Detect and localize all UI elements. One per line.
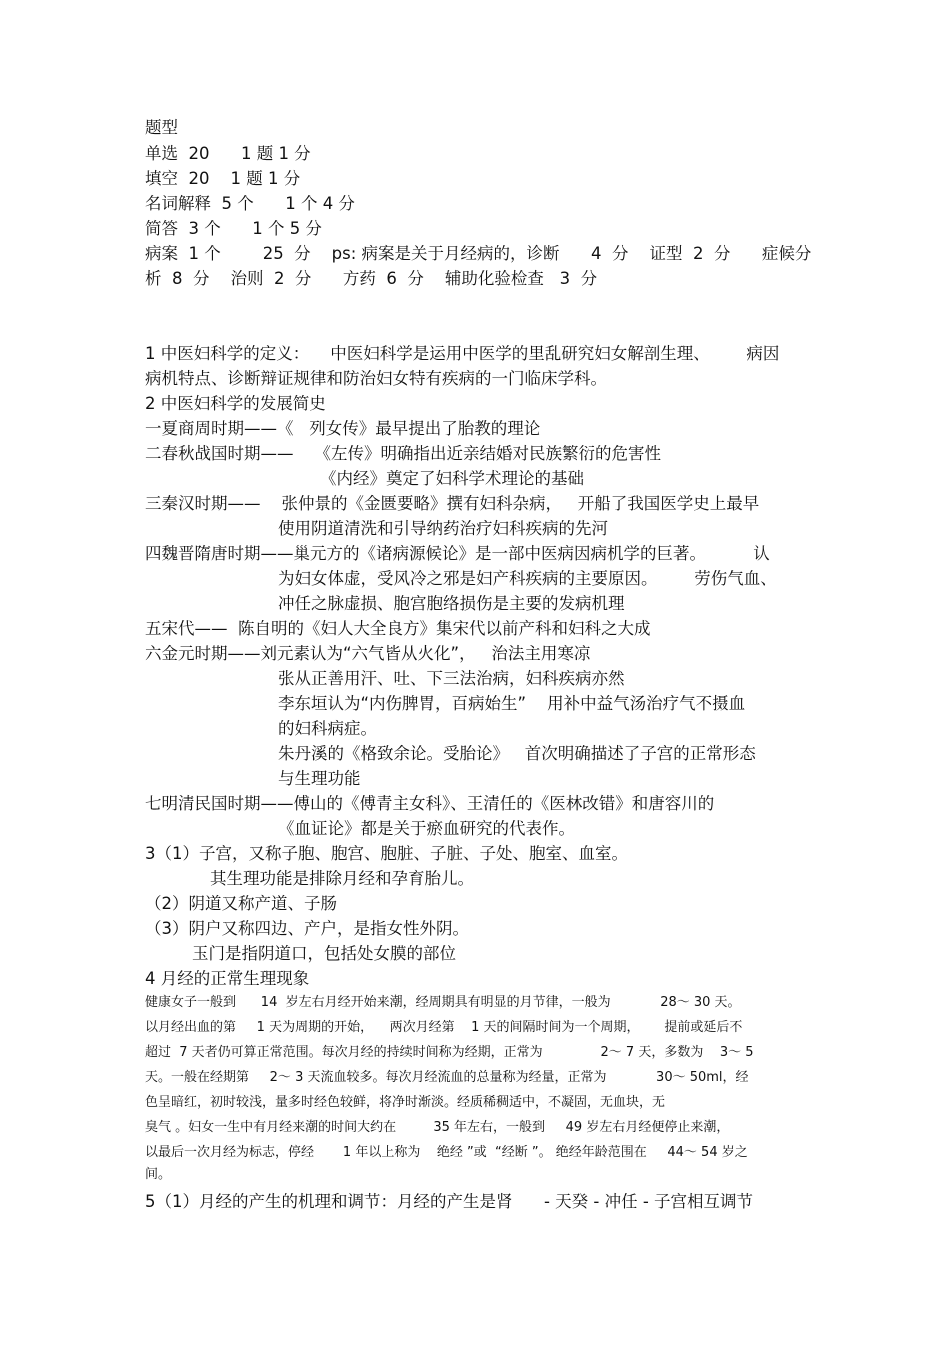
- question-type-line: 简答 3 个 1 个 5 分: [145, 219, 322, 238]
- text-line: （2）阴道又称产道、子肠: [145, 894, 337, 913]
- text-line: 朱丹溪的《格致余论。受胎论》 首次明确描述了子宫的正常形态: [278, 744, 756, 763]
- small-text-line: 间。: [145, 1167, 172, 1182]
- text-line: 玉门是指阴道口，包括处女膜的部位: [192, 944, 456, 963]
- question-type-line: 名词解释 5 个 1 个 4 分: [145, 194, 355, 213]
- section-title: 题型: [145, 118, 178, 137]
- question-type-line: 析 8 分 治则 2 分 方药 6 分 辅助化验检查 3 分: [145, 269, 598, 288]
- small-text-line: 臭气 。妇女一生中有月经来潮的时间大约在 35 年左右，一般到 49 岁左右月经便停止来潮，: [145, 1120, 730, 1135]
- text-line: 与生理功能: [278, 769, 361, 788]
- small-text-line: 健康女子一般到 14 岁左右月经开始来潮，经周期具有明显的月节律，一般为 28～ 30 天。: [145, 995, 741, 1010]
- text-line: 五宋代—— 陈自明的《妇人大全良方》集宋代以前产科和妇科之大成: [145, 619, 651, 638]
- question-type-line: 填空 20 1 题 1 分: [145, 169, 301, 188]
- text-line: 的妇科病症。: [278, 719, 377, 738]
- heading-line: 4 月经的正常生理现象: [145, 969, 310, 988]
- text-line: 七明清民国时期——傅山的《傅青主女科》、王清任的《医林改错》和唐容川的: [145, 794, 715, 813]
- text-line: 为妇女体虚，受风冷之邪是妇产科疾病的主要原因。 劳伤气血、: [278, 569, 777, 588]
- small-text-line: 天。一般在经期第 2～ 3 天流血较多。每次月经流血的总量称为经量，正常为 30～ 50ml，经: [145, 1070, 749, 1085]
- small-text-line: 超过 7 天者仍可算正常范围。每次月经的持续时间称为经期，正常为 2～ 7 天，多数为 3～ 5: [145, 1045, 754, 1060]
- small-text-line: 以月经出血的第 1 天为周期的开始， 两次月经第 1 天的间隔时间为一个周期， 提前或延后不: [145, 1020, 743, 1035]
- text-line: 二春秋战国时期—— 《左传》明确指出近亲结婚对民族繁衍的危害性: [145, 444, 661, 463]
- text-line: 其生理功能是排除月经和孕育胎儿。: [210, 869, 474, 888]
- text-line: 李东垣认为“内伤脾胃，百病始生” 用补中益气汤治疗气不摄血: [278, 694, 746, 713]
- text-line: 《血证论》都是关于瘀血研究的代表作。: [278, 819, 575, 838]
- text-line: 冲任之脉虚损、胞宫胞络损伤是主要的发病机理: [278, 594, 625, 613]
- text-line: 1 中医妇科学的定义： 中医妇科学是运用中医学的里乱研究妇女解剖生理、 病因: [145, 344, 780, 363]
- text-line: 四魏晋隋唐时期——巢元方的《诸病源候论》是一部中医病因病机学的巨著。 认: [145, 544, 770, 563]
- text-line: 张从正善用汗、吐、下三法治病，妇科疾病亦然: [278, 669, 625, 688]
- text-line: （3）阴户又称四边、产户，是指女性外阴。: [145, 919, 469, 938]
- text-line: 三秦汉时期—— 张仲景的《金匮要略》撰有妇科杂病， 开船了我国医学史上最早: [145, 494, 760, 513]
- text-line: 5（1）月经的产生的机理和调节：月经的产生是肾 - 天癸 - 冲任 - 子宫相互调节: [145, 1192, 754, 1211]
- text-line: 六金元时期——刘元素认为“六气皆从火化”， 治法主用寒凉: [145, 644, 591, 663]
- heading-line: 2 中医妇科学的发展简史: [145, 394, 326, 413]
- small-text-line: 以最后一次月经为标志，停经 1 年以上称为 绝经 ”或 “经断 ”。 绝经年龄范围在 44～ 54 岁之: [145, 1145, 748, 1160]
- question-type-line: 单选 20 1 题 1 分: [145, 144, 311, 163]
- text-line: 病机特点、诊断辩证规律和防治妇女特有疾病的一门临床学科。: [145, 369, 607, 388]
- text-line: 3（1）子宫，又称子胞、胞宫、胞脏、子脏、子处、胞室、血室。: [145, 844, 628, 863]
- text-line: 《内经》奠定了妇科学术理论的基础: [320, 469, 584, 488]
- question-type-line: 病案 1 个 25 分 ps: 病案是关于月经病的，诊断 4 分 证型 2 分 症候分: [145, 244, 812, 263]
- text-line: 使用阴道清洗和引导纳药治疗妇科疾病的先河: [278, 519, 608, 538]
- small-text-line: 色呈暗红，初时较浅，量多时经色较鲜，将净时渐淡。经质稀稠适中，不凝固，无血块，无: [145, 1095, 666, 1110]
- text-line: 一夏商周时期——《 列女传》最早提出了胎教的理论: [145, 419, 541, 438]
